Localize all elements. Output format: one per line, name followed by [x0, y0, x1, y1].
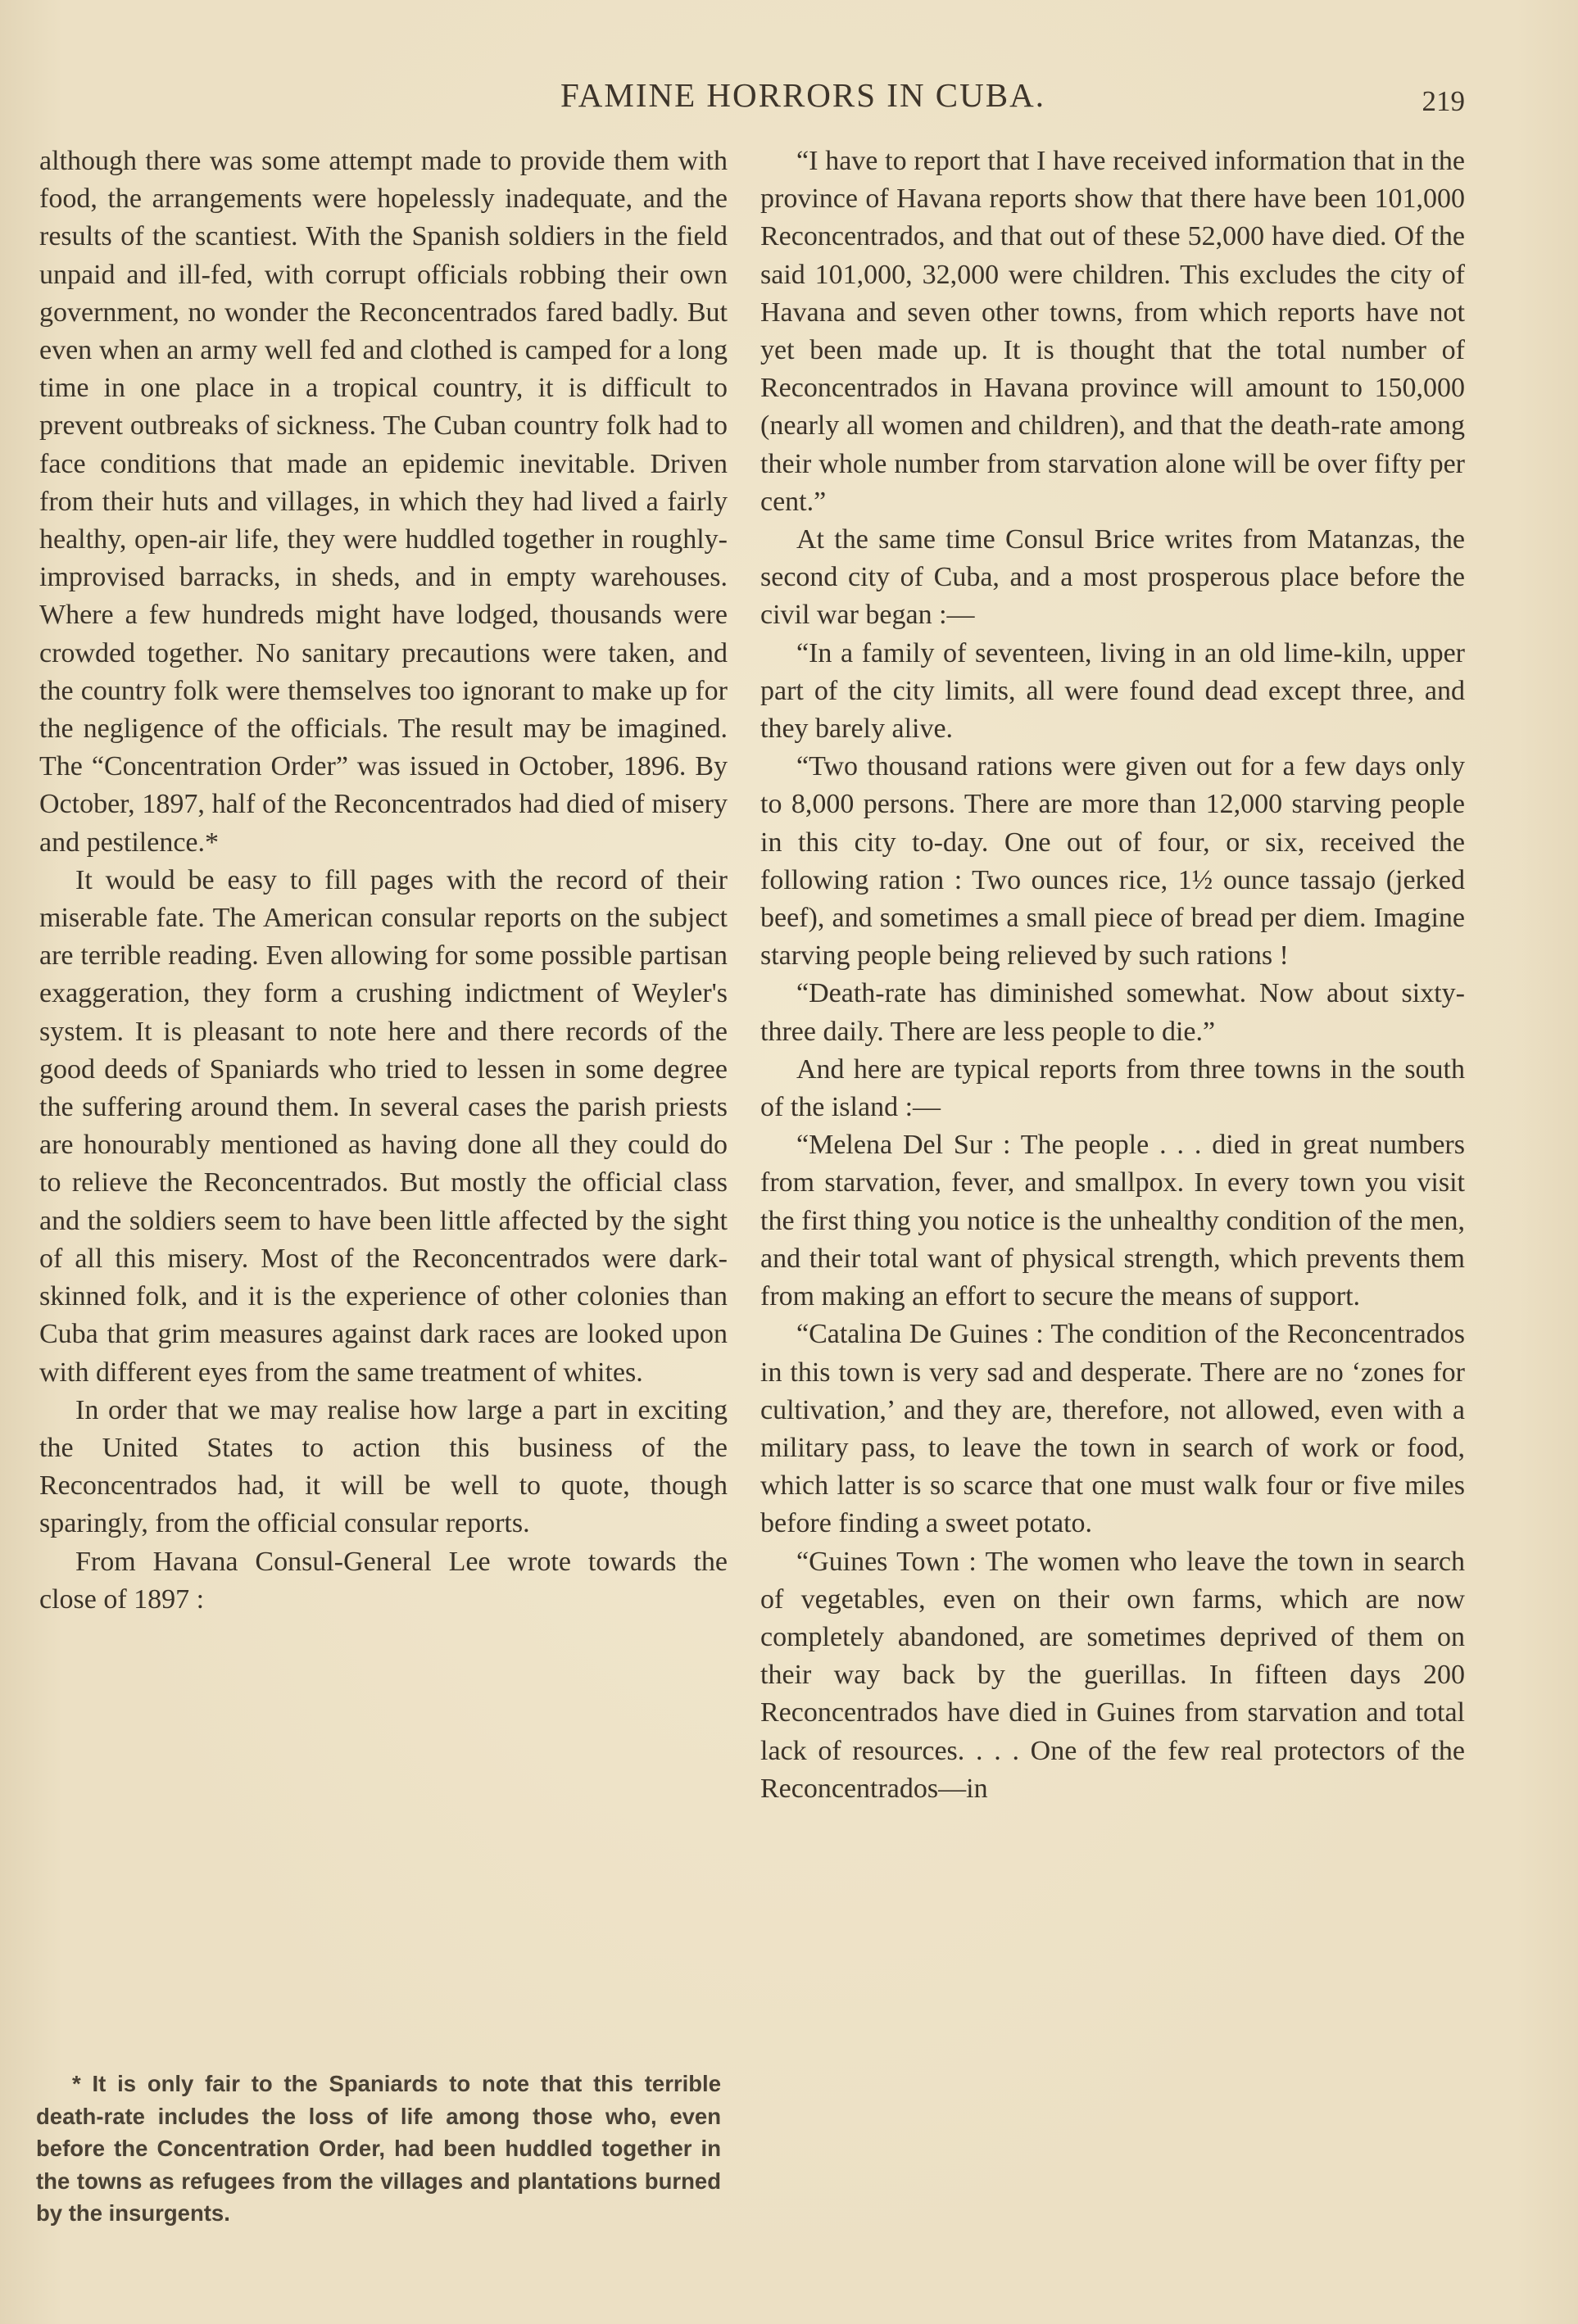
paragraph: “Guines Town : The women who leave the town in search of vegetables, even on their own farms, which are now completely abandoned, are sometimes deprived of them on their way back by the guerillas. In fifteen days 200 Reconcentrados have died in Guines from starvation and total lack of resources. . . . One of the few real protectors of the Reconcentrados—in — [760, 1546, 1465, 1804]
running-head: FAMINE HORRORS IN CUBA. — [560, 76, 1045, 114]
paragraph: In order that we may realise how large a part in exciting the United States to action this business of the Reconcentrados had, it will be well to quote, though sparingly, from the official consular reports. — [39, 1394, 728, 1539]
footnote: * It is only fair to the Spaniards to note that this terrible death-rate includes the loss of life among those who, even before the Concentration Order, had been huddled together in the towns as refugees from the villages and plantations burned by the insurgents. — [36, 2071, 721, 2226]
paragraph: “Two thousand rations were given out for a few days only to 8,000 persons. There are more than 12,000 starving people in this city to-day. One out of four, or six, received the following ration : Two ounces rice, 1½ ounce tassajo (jerked beef), and sometimes a small piece of bread per diem. Imagine starving people being relieved by such rations ! — [760, 751, 1465, 972]
paragraph: It would be easy to fill pages with the record of their miserable fate. The American consular reports on the subject are terrible reading. Even allowing for some possible partisan exaggeration, they form a crushing indictment of Weyler's system. It is pleasant to note here and there records of the good deeds of Spaniards who tried to lessen in some degree the suffering around them. In several cases the parish priests are honourably mentioned as having done all they could do to relieve the Reconcentrados. But mostly the official class and the soldiers seem to have been little affected by the sight of all this misery. Most of the Reconcentrados were dark-skinned folk, and it is the experience of other colonies than Cuba that grim measures against dark races are looked upon with different eyes from the same treatment of whites. — [39, 864, 728, 1388]
paragraph: “In a family of seventeen, living in an old lime-kiln, upper part of the city limits, all were found dead except three, and they barely alive. — [760, 637, 1465, 745]
paragraph: And here are typical reports from three towns in the south of the island :— — [760, 1053, 1465, 1123]
paragraph: although there was some attempt made to provide them with food, the arrangements were hopelessly inadequate, and the results of the scantiest. With the Spanish soldiers in the field unpaid and ill-fed, with corrupt officials robbing their own government, no wonder the Reconcentrados fared badly. But even when an army well fed and clothed is camped for a long time in one place in a tropical country, it is difficult to prevent outbreaks of sickness. The Cuban country folk had to face conditions that made an epidemic inevitable. Driven from their huts and villages, in which they had lived a fairly healthy, open-air life, they were huddled together in roughly-improvised barracks, in sheds, and in empty warehouses. Where a few hundreds might have lodged, thousands were crowded together. No sanitary precautions were taken, and the country folk were themselves too ignorant to make up for the negligence of the officials. The result may be imagined. The “Concentration Order” was issued in October, 1896. By October, 1897, half of the Reconcentrados had died of misery and pestilence.* — [39, 146, 728, 858]
paragraph: “I have to report that I have received information that in the province of Havana reports show that there have been 101,000 Reconcentrados, and that out of these 52,000 have died. Of the said 101,000, 32,000 were children. This excludes the city of Havana and seven other towns, from which reports have not yet been made up. It is thought that the total number of Reconcentrados in Havana province will amount to 150,000 (nearly all women and children), and that the death-rate among their whole number from starvation alone will be over fifty per cent.” — [760, 146, 1465, 517]
paragraph: From Havana Consul-General Lee wrote towards the close of 1897 : — [39, 1546, 728, 1615]
left-column — [39, 143, 728, 1619]
paragraph: “Catalina De Guines : The condition of the Reconcentrados in this town is very sad and desperate. There are no ‘zones for cultivation,’ and they are, therefore, not allowed, even with a military pass, to leave the town in search of work or food, which latter is so scarce that one must walk four or five miles before finding a sweet potato. — [760, 1319, 1465, 1539]
paragraph: “Melena Del Sur : The people . . . died in great numbers from starvation, fever, and smallpox. In every town you visit the first thing you notice is the unhealthy condition of the men, and their total want of physical strength, which prevents them from making an effort to secure the means of support. — [760, 1130, 1465, 1312]
right-column — [760, 143, 1465, 1808]
paragraph: At the same time Consul Brice writes from Matanzas, the second city of Cuba, and a most prosperous place before the civil war began :— — [760, 524, 1465, 631]
page-number: 219 — [1422, 85, 1465, 117]
paragraph: “Death-rate has diminished somewhat. Now about sixty-three daily. There are less people to die.” — [760, 978, 1465, 1047]
